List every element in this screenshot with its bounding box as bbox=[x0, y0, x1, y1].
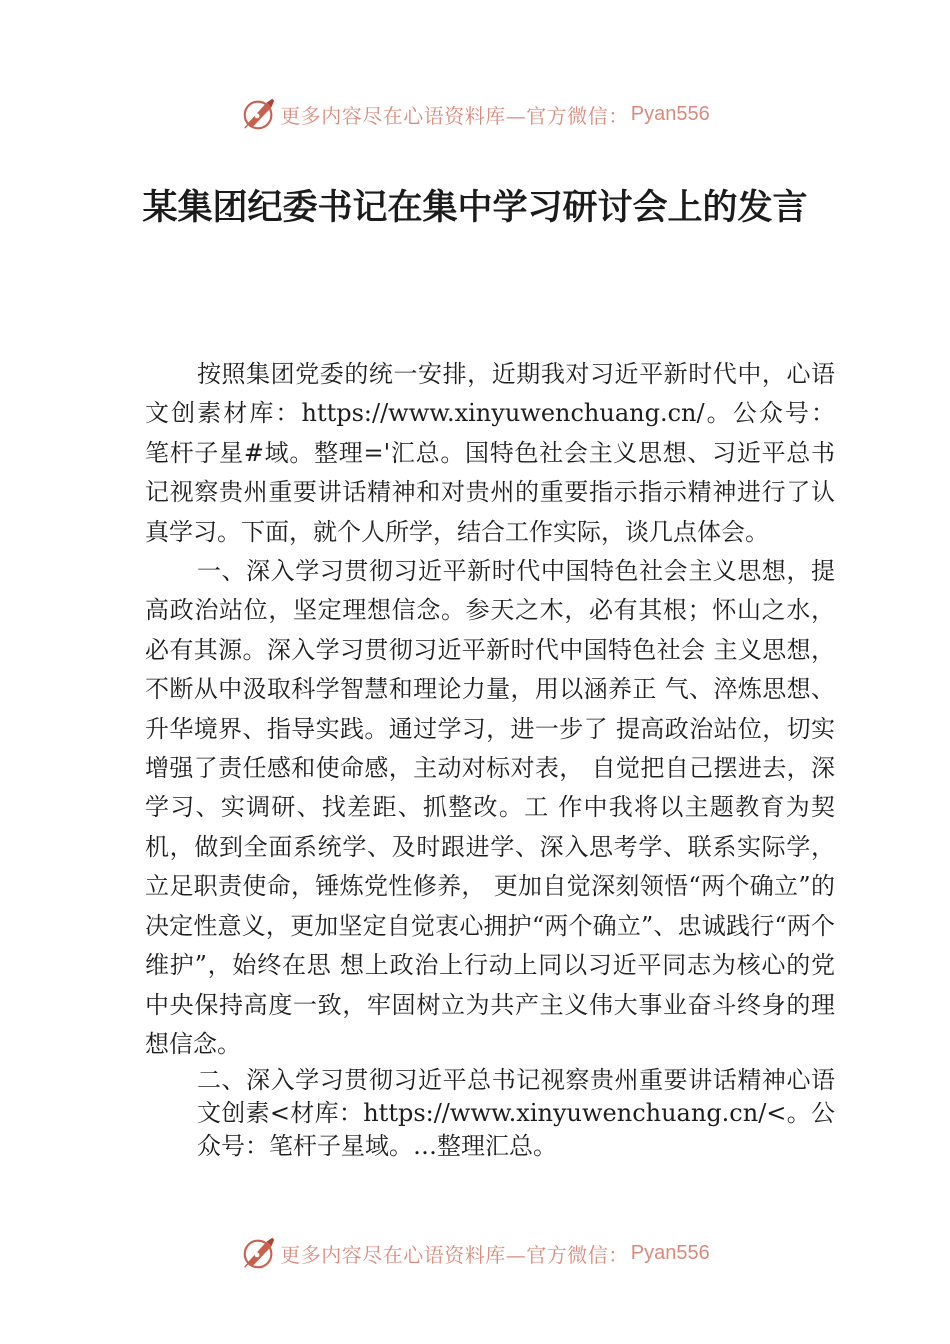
document-body bbox=[145, 355, 835, 1163]
paragraph-section-one: 一、深入学习贯彻习近平新时代中国特色社会主义思想，提高政治站位，坚定理想信念。参天之木，必有其根；怀山之水，必有其源。深入学习贯彻习近平新时代中国特色社会 主义思想，不断从中汲取科学智慧和理论力量，用以涵养正 气、淬炼思想、升华境界、指导实践。通过学习，进一步了 提高政治站位，切实增强了责任感和使命感，主动对标对表， 自觉把自己摆进去，深学习、实调研、找差距、抓整改。工 作中我将以主题教育为契机，做到全面系统学、及时跟进学、深入思考学、联系实际学，立足职责使命，锤炼党性修养， 更加自觉深刻领悟“两个确立”的决定性意义，更加坚定自觉衷心拥护“两个确立”、忠诚践行“两个维护”，始终在思 想上政治上行动上同以习近平同志为核心的党中央保持高度一致，牢固树立为共产主义伟大事业奋斗终身的理想信念。 bbox=[145, 557, 835, 1058]
wechat-id: Pyan556 bbox=[630, 1241, 710, 1264]
banner-text: 更多内容尽在心语资料库—官方微信： bbox=[280, 1242, 629, 1267]
banner-text: 更多内容尽在心语资料库—官方微信： bbox=[280, 103, 629, 128]
pen-nib-logo-icon bbox=[240, 1234, 278, 1272]
paragraph-section-two: 二、深入学习贯彻习近平总书记视察贵州重要讲话精神心语文创素<材库：https://www.xinyuwenchuang.cn/<。公众号：笔杆子星域。…整理汇总。 bbox=[197, 1066, 835, 1161]
document-title: 某集团纪委书记在集中学习研讨会上的发言 bbox=[142, 187, 808, 228]
paragraph-intro: 按照集团党委的统一安排，近期我对习近平新时代中，心语文创素材库：https://www.xinyuwenchuang.cn/。公众号：笔杆子星#域。整理='汇总。国特色社会主义思想、习近平总书记视察贵州重要讲话精神和对贵州的重要指示指示精神进行了认真学习。下面，就个人所学，结合工作实际，谈几点体会。 bbox=[145, 360, 835, 546]
wechat-id: Pyan556 bbox=[630, 102, 710, 125]
footer-watermark-banner bbox=[0, 1228, 950, 1278]
header-watermark-banner bbox=[0, 89, 950, 139]
pen-nib-logo-icon bbox=[240, 95, 278, 133]
